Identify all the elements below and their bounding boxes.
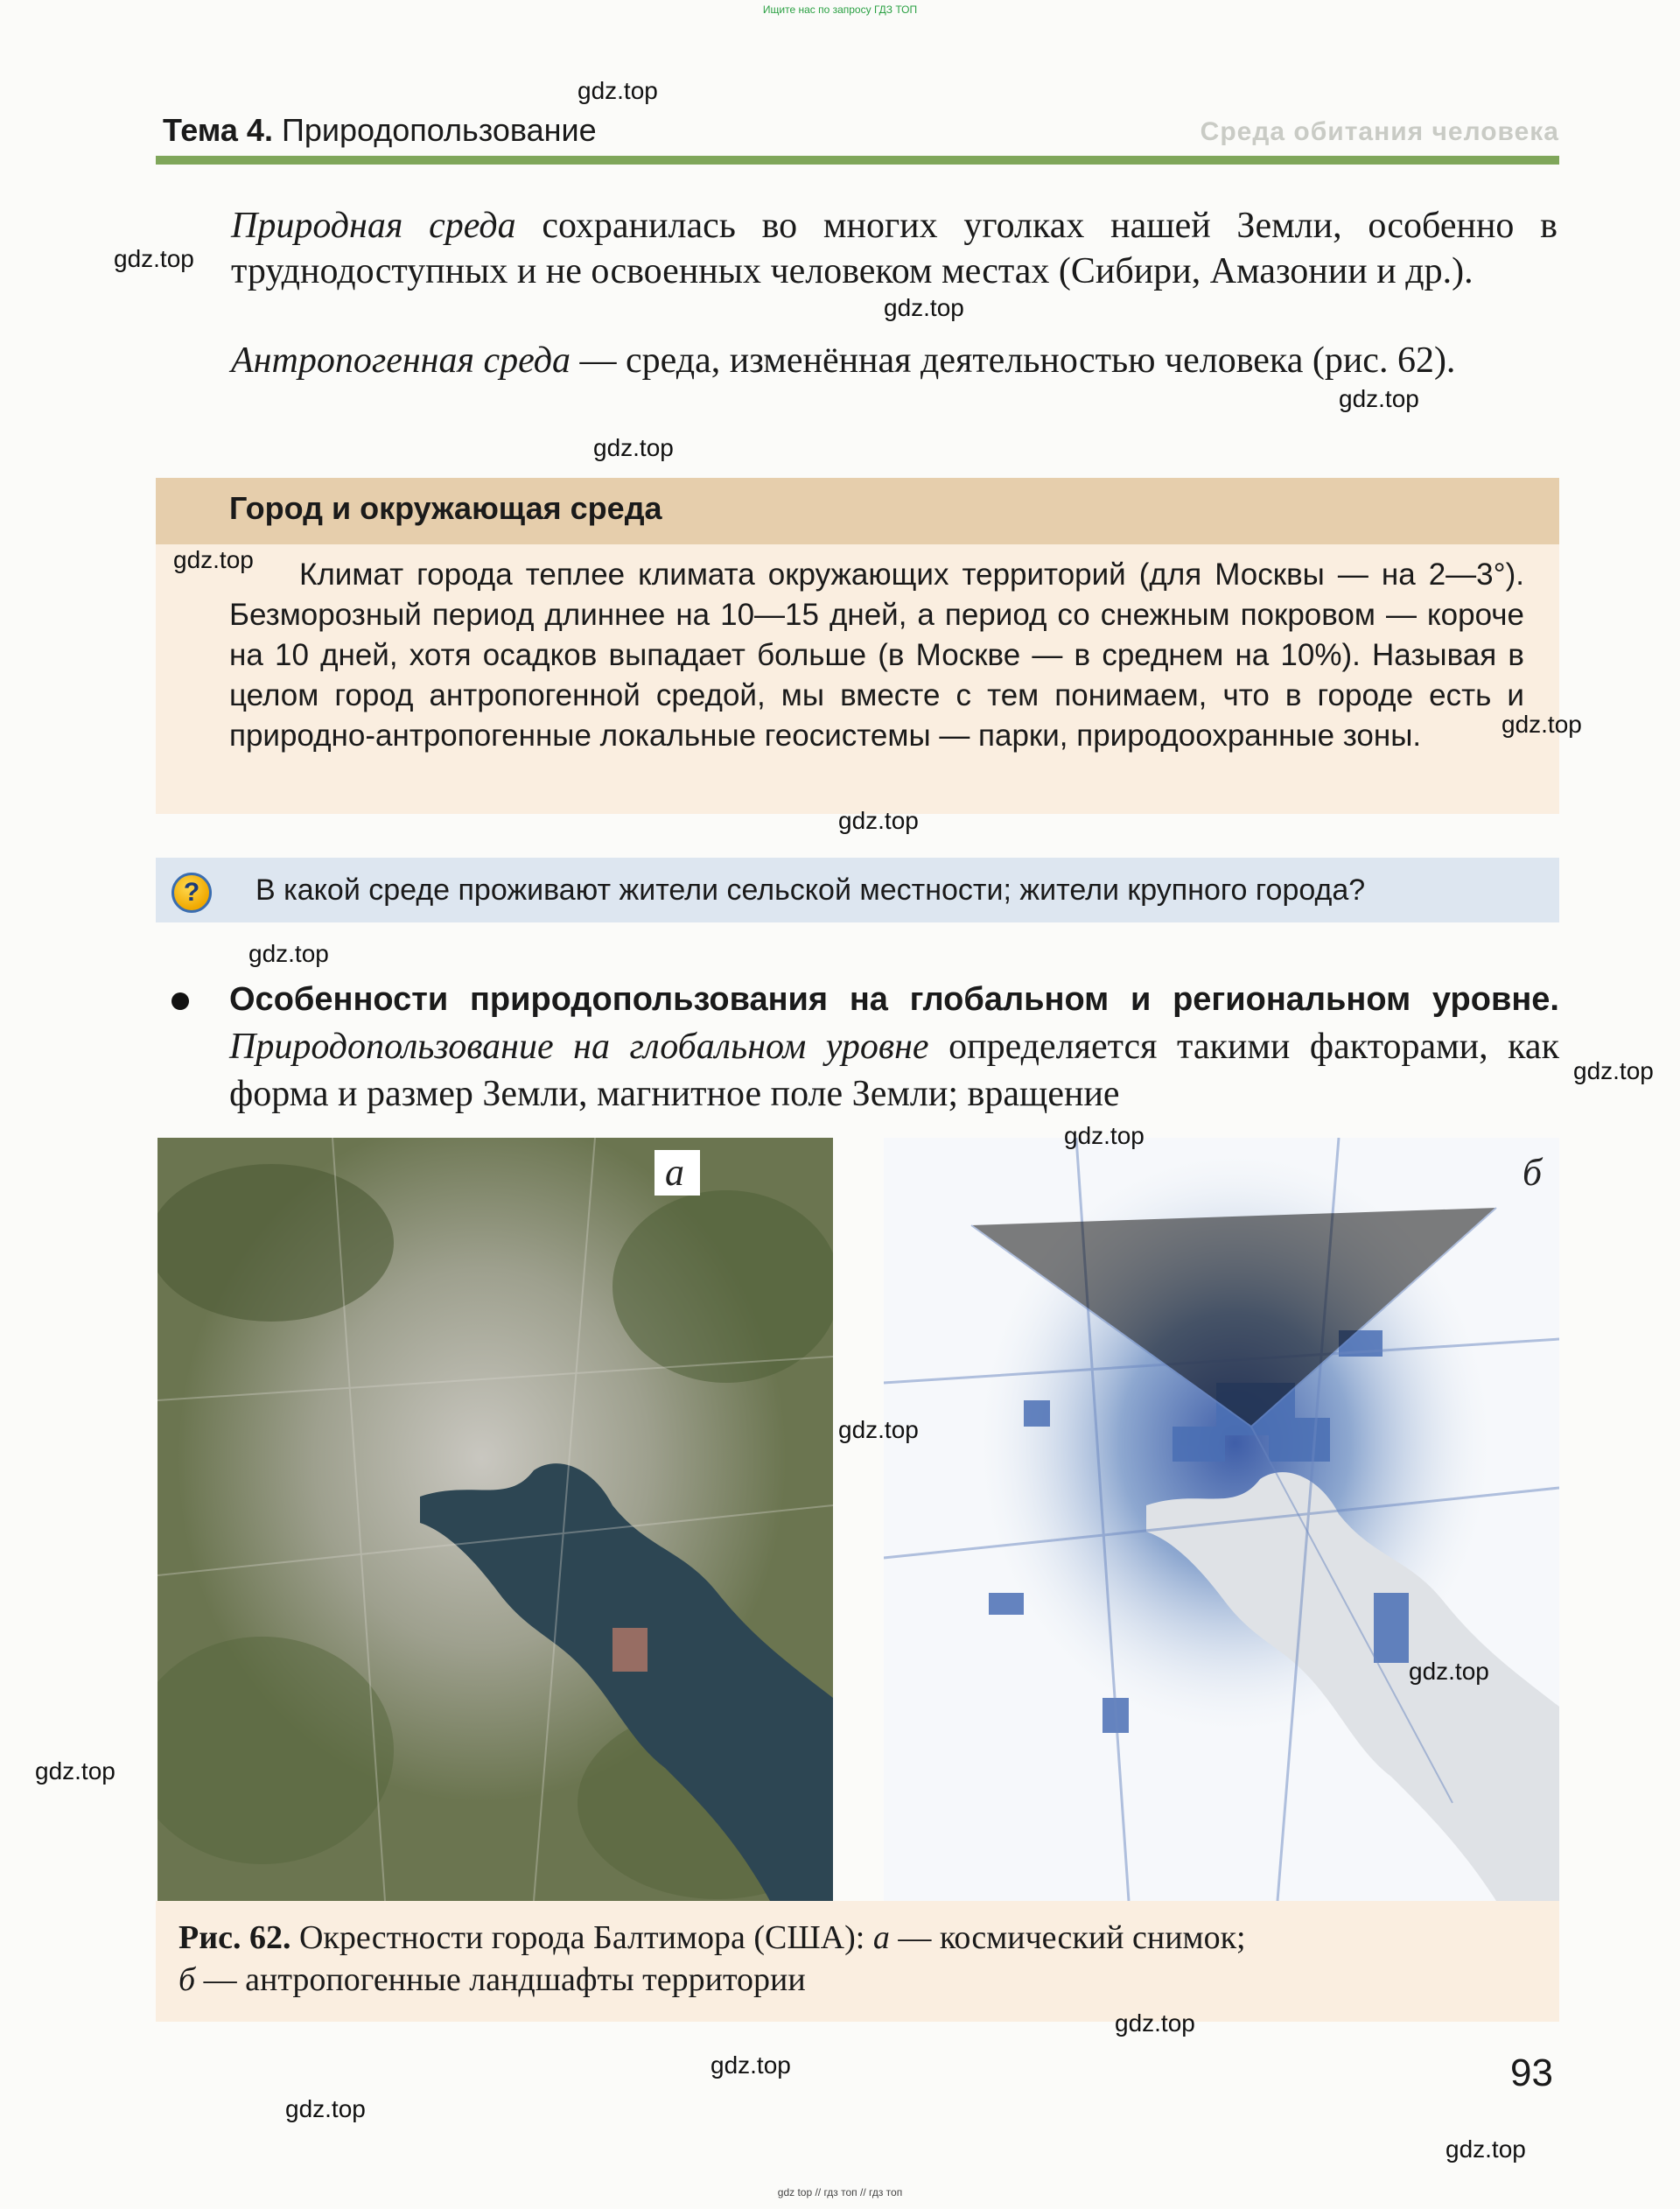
watermark: gdz.top [173, 546, 254, 573]
watermark: gdz.top [114, 245, 194, 272]
info-box-text: Климат города теплее климата окружающих территорий (для Москвы — на 2—3°). Безморозный период длиннее на 10—15 дней, а период со снежным покровом — короче на 10 дней, хотя осадков выпадает больше (в Москве — в среднем на 10%). Называя в целом город антропогенной средой, мы вместе с тем понимаем, что в городе есть и природно-антропогенные локальные геосистемы — парки, природоохранные зоны. [229, 558, 1524, 753]
section-text: определяется такими факторами, как форма и размер Земли, магнитное поле Земли; вращение [229, 1027, 1559, 1114]
info-box-title: Город и окружающая среда [229, 490, 662, 526]
caption-letter-a: а [872, 1919, 890, 1956]
watermark: gdz.top [578, 77, 658, 104]
watermark: gdz.top [593, 434, 674, 461]
watermark: gdz.top [285, 2095, 366, 2122]
paragraph-text: — среда, изменённая деятельностью человека (рис. 62). [570, 340, 1456, 381]
caption-text: — космический снимок; [889, 1919, 1246, 1956]
topic-name: Природопользование [281, 112, 597, 148]
page-header [163, 112, 1559, 156]
watermark: gdz.top [1409, 1658, 1489, 1685]
paragraph-anthropogenic-environment [231, 338, 1558, 383]
header-rule [156, 156, 1559, 165]
term-natural-environment: Природная среда [231, 206, 516, 246]
info-box-body [156, 544, 1559, 814]
page-number: 93 [1510, 2051, 1553, 2094]
watermark: gdz.top [1446, 2135, 1526, 2163]
watermark: gdz.top [838, 1416, 919, 1443]
question-text: В какой среде проживают жители сельской местности; жители крупного города? [256, 873, 1366, 907]
show-through-header: Среда обитания человека [1200, 117, 1559, 146]
anthropogenic-landscape-map [884, 1138, 1559, 1901]
watermark: gdz.top [35, 1757, 116, 1785]
figure-label-b: б [1522, 1151, 1543, 1194]
figure-label-a: а [665, 1151, 684, 1194]
topic-label: Тема 4. [163, 112, 273, 148]
bottom-note: gdz top // гдз топ // гдз топ [777, 2186, 903, 2198]
caption-letter-b: б [178, 1961, 196, 1998]
term-anthropogenic-environment: Антропогенная среда [231, 340, 571, 381]
caption-number: Рис. 62. [178, 1919, 291, 1956]
satellite-image [158, 1138, 833, 1901]
watermark: gdz.top [710, 2051, 791, 2079]
watermark: gdz.top [838, 807, 919, 834]
section-global-nature-use [229, 975, 1559, 1118]
figure-caption [178, 1917, 1544, 2001]
watermark: gdz.top [1339, 385, 1419, 412]
watermark: gdz.top [884, 294, 964, 321]
watermark: gdz.top [248, 940, 329, 967]
section-term: Природопользование на глобальном уровне [229, 1027, 929, 1067]
watermark: gdz.top [1115, 2009, 1195, 2037]
paragraph-text: сохранилась во многих уголках нашей Земли, особенно в труднодоступных и не освоенных человеком местах (Сибири, Амазонии и др.). [231, 206, 1558, 291]
caption-text: — антропогенные ландшафты территории [195, 1961, 806, 1998]
bullet-icon [172, 992, 189, 1010]
topic-title [163, 112, 597, 149]
question-icon: ? [172, 873, 212, 913]
info-box-header [156, 478, 1559, 544]
paragraph-natural-environment [231, 203, 1558, 294]
watermark: gdz.top [1502, 711, 1582, 738]
top-note: Ищите нас по запросу ГДЗ ТОП [762, 4, 918, 16]
caption-text: Окрестности города Балтимора (США): [290, 1919, 873, 1956]
section-heading: Особенности природопользования на глобальном и региональном уровне. [229, 981, 1559, 1018]
watermark: gdz.top [1573, 1057, 1654, 1084]
watermark: gdz.top [1064, 1122, 1144, 1149]
